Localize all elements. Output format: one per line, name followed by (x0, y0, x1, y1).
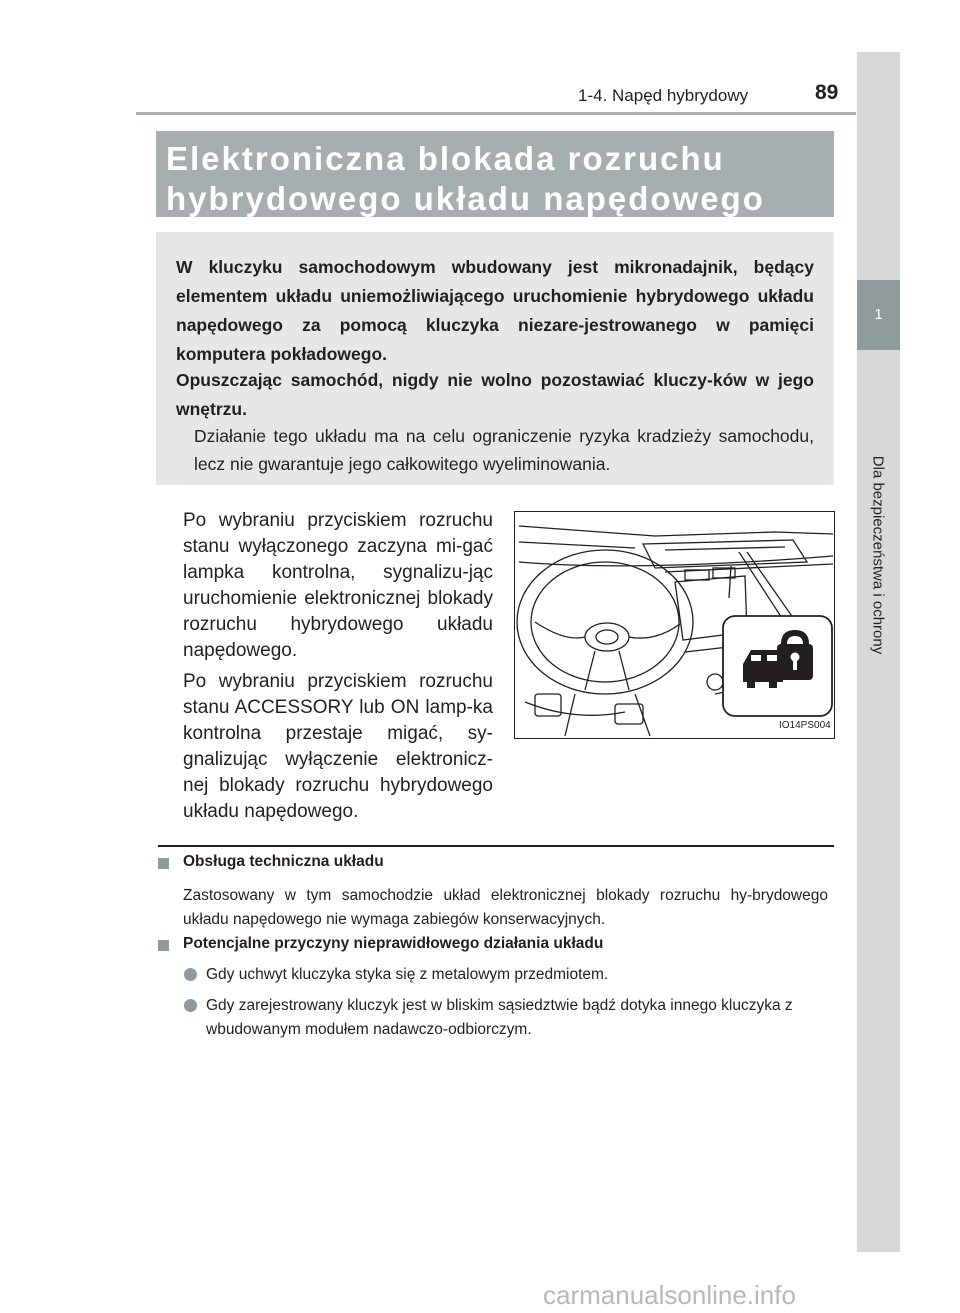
section-square-icon (158, 940, 169, 951)
section-heading-maintenance: Obsługa techniczna układu (183, 853, 384, 870)
header-rule (136, 112, 856, 115)
page-title-line-2: hybrydowego układu napędowego (166, 180, 765, 217)
section-square-icon (158, 858, 169, 869)
dashboard-illustration (514, 511, 835, 739)
page-title-line-1: Elektroniczna blokada rozruchu (166, 140, 725, 177)
intro-paragraph-1: W kluczyku samochodowym wbudowany jest mikronadajnik, będący elementem układu uniemożliwiającego uruchomienie hybrydowego układu napędowego za pomocą kluczyka niezare-jestrowanego w pamięci komputera pokładowego. (176, 257, 814, 364)
header-section-title: 1-4. Napęd hybrydowy (578, 86, 749, 105)
section-heading-malfunction: Potencjalne przyczyny nieprawidłowego działania układu (183, 935, 604, 952)
bullet-dot-icon (184, 968, 197, 981)
figure-code: IO14PS004 (779, 720, 831, 731)
page-title (166, 139, 836, 219)
bullet-item: Gdy zarejestrowany kluczyk jest w bliskim sąsiedztwie bądź dotyka innego kluczyka z wbudowanym modułem nadawczo-odbiorczym. (206, 997, 793, 1038)
section-text-maintenance: Zastosowany w tym samochodzie układ elektronicznej blokady rozruchu hy-brydowego układu napędowego nie wymaga zabiegów konserwacyjnych. (183, 887, 828, 928)
body-paragraph-2: Po wybraniu przyciskiem rozruchu stanu ACCESSORY lub ON lamp-ka kontrolna przestaje migać, sy-gnalizując wyłączenie elektronicz-nej blokady rozruchu hybrydowego układu napędowego. (183, 671, 493, 822)
watermark: carmanualsonline.info (543, 1280, 796, 1310)
intro-note: Działanie tego układu ma na celu ograniczenie ryzyka kradzieży samochodu, lecz nie gwarantuje jego całkowitego wyeliminowania. (194, 426, 814, 474)
bullet-dot-icon (184, 999, 197, 1012)
intro-warning: Opuszczając samochód, nigdy nie wolno pozostawiać kluczy-ków w jego wnętrzu. (176, 370, 814, 419)
dashboard-drawing (515, 512, 836, 740)
bullet-item: Gdy uchwyt kluczyka styka się z metalowym przedmiotem. (206, 966, 609, 983)
intro-box (156, 232, 834, 485)
chapter-number: 1 (857, 280, 900, 350)
section-divider (158, 845, 834, 847)
chapter-title: Dla bezpieczeństwa i ochrony (869, 455, 887, 655)
body-paragraph-1: Po wybraniu przyciskiem rozruchu stanu wyłączonego zaczyna mi-gać lampka kontrolna, sygnalizu-jąc uruchomienie elektronicznej blokady rozruchu hybrydowego układu napędowego. (183, 510, 493, 661)
page-number: 89 (815, 81, 839, 104)
page-title-band (156, 131, 834, 217)
